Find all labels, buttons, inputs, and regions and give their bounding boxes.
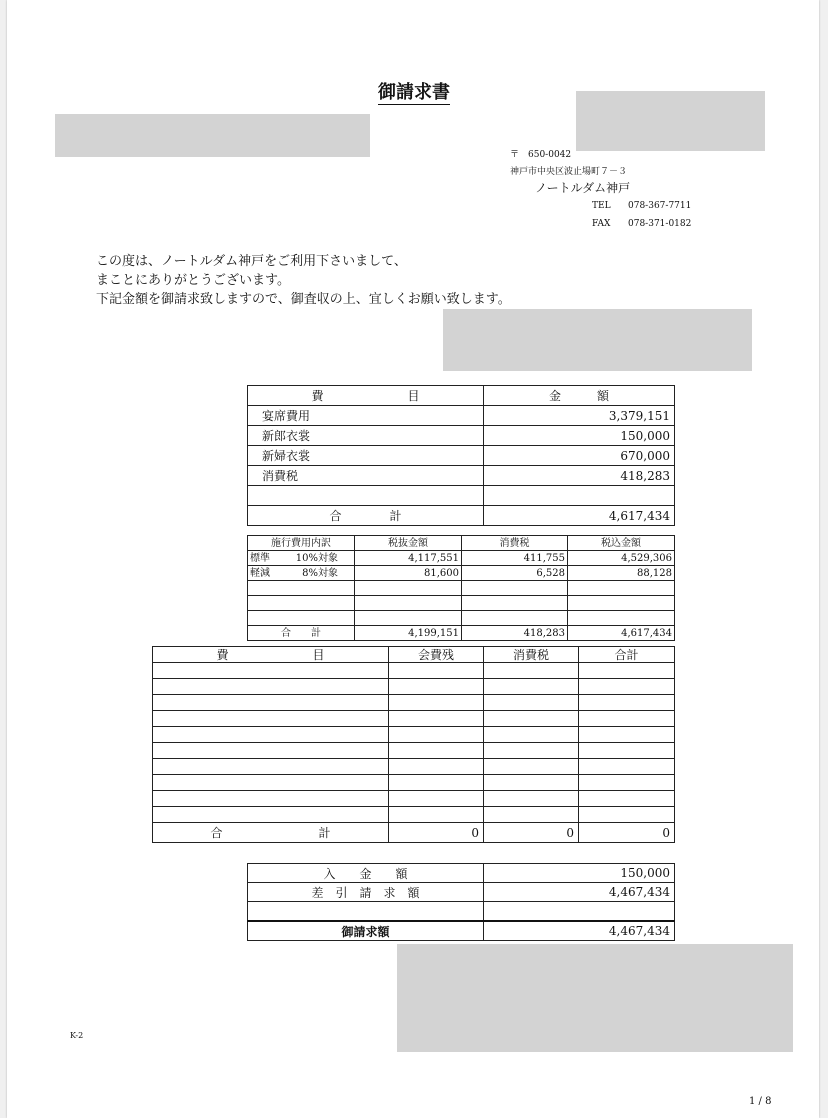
balance-amount: 4,467,434 <box>484 883 675 902</box>
table-row <box>248 551 675 566</box>
empty-cell <box>579 807 675 823</box>
table-row <box>248 406 675 426</box>
table-row <box>153 775 675 791</box>
total-label: 合 計 <box>248 626 355 641</box>
empty-cell <box>579 775 675 791</box>
empty-cell <box>389 775 484 791</box>
empty-cell <box>153 663 389 679</box>
empty-cell <box>153 775 389 791</box>
table-row <box>153 727 675 743</box>
empty-cell <box>579 663 675 679</box>
column-header: 税込金額 <box>568 536 675 551</box>
redacted-info <box>443 309 752 371</box>
table-row <box>248 466 675 486</box>
empty-cell <box>579 695 675 711</box>
tax-cell: 6,528 <box>462 566 568 581</box>
table-row <box>248 883 675 902</box>
empty-cell <box>389 663 484 679</box>
empty-cell <box>389 743 484 759</box>
empty-cell <box>484 791 579 807</box>
table-row <box>248 386 675 406</box>
blank-cell <box>484 902 675 922</box>
empty-cell <box>484 775 579 791</box>
empty-cell <box>389 791 484 807</box>
tax-cell: 411,755 <box>462 551 568 566</box>
empty-cell <box>389 759 484 775</box>
gross-cell: 88,128 <box>568 566 675 581</box>
tax-category-cell <box>248 611 355 626</box>
tel-label: TEL <box>592 201 611 211</box>
invoice-page <box>7 0 819 1118</box>
table-row <box>248 426 675 446</box>
empty-cell <box>153 791 389 807</box>
balance-label: 差 引 請 求 額 <box>248 883 484 902</box>
form-code: K-2 <box>70 1031 84 1040</box>
billed-amount: 4,467,434 <box>484 921 675 941</box>
empty-cell <box>579 759 675 775</box>
total-gross: 4,617,434 <box>568 626 675 641</box>
table-row <box>153 759 675 775</box>
empty-cell <box>389 727 484 743</box>
table-row <box>248 566 675 581</box>
net-cell: 4,117,551 <box>355 551 462 566</box>
fax-label: FAX <box>592 219 611 229</box>
amount-cell: 418,283 <box>484 466 675 486</box>
table-row <box>248 611 675 626</box>
tax-breakdown-table <box>247 535 675 641</box>
fax-number: 078-371-0182 <box>628 219 692 229</box>
empty-cell <box>153 743 389 759</box>
sender-address: 神戸市中央区波止場町７－３ <box>510 167 628 177</box>
gross-cell <box>568 611 675 626</box>
redacted-recipient <box>55 114 370 157</box>
message-line: まことにありがとうございます。 <box>96 273 290 288</box>
amount-cell <box>484 486 675 506</box>
total-tax: 418,283 <box>462 626 568 641</box>
table-row <box>248 446 675 466</box>
net-cell <box>355 611 462 626</box>
empty-cell <box>484 807 579 823</box>
empty-cell <box>153 727 389 743</box>
total-tax: 0 <box>484 823 579 843</box>
payment-table <box>247 863 675 941</box>
item-cell: 消費税 <box>248 466 484 486</box>
total-row <box>248 626 675 641</box>
empty-cell <box>389 695 484 711</box>
billed-label: 御請求額 <box>248 921 484 941</box>
column-header: 費 目 <box>153 647 389 663</box>
column-header-item: 費 目 <box>248 386 484 406</box>
empty-cell <box>389 679 484 695</box>
table-row <box>153 711 675 727</box>
empty-cell <box>153 807 389 823</box>
gross-cell <box>568 596 675 611</box>
gross-cell <box>568 581 675 596</box>
empty-cell <box>484 727 579 743</box>
redacted-footer <box>397 944 793 1052</box>
empty-cell <box>153 679 389 695</box>
empty-cell <box>153 695 389 711</box>
table-row <box>248 864 675 883</box>
empty-cell <box>484 679 579 695</box>
amount-cell: 670,000 <box>484 446 675 466</box>
tax-cell <box>462 596 568 611</box>
tax-category-cell <box>248 566 355 581</box>
item-cell <box>248 486 484 506</box>
total-label: 合 計 <box>248 506 484 526</box>
tax-rate: 8%対象 <box>302 567 338 579</box>
empty-cell <box>484 743 579 759</box>
table-row <box>248 596 675 611</box>
table-row <box>248 536 675 551</box>
tax-cell <box>462 581 568 596</box>
column-header: 消費税 <box>484 647 579 663</box>
column-header-amount: 金 額 <box>484 386 675 406</box>
summary-table <box>247 385 675 526</box>
total-label: 合 計 <box>153 823 389 843</box>
table-row <box>248 581 675 596</box>
column-header: 施行費用内訳 <box>248 536 355 551</box>
tax-type: 軽減 <box>250 567 270 579</box>
amount-cell: 3,379,151 <box>484 406 675 426</box>
column-header: 消費税 <box>462 536 568 551</box>
empty-cell <box>579 791 675 807</box>
sender-company: ノートルダム神戸 <box>535 181 631 195</box>
empty-cell <box>579 711 675 727</box>
item-cell: 新婦衣裳 <box>248 446 484 466</box>
empty-cell <box>484 711 579 727</box>
net-cell: 81,600 <box>355 566 462 581</box>
greeting-message <box>96 252 511 309</box>
total-row <box>248 506 675 526</box>
empty-cell <box>579 679 675 695</box>
empty-cell <box>484 663 579 679</box>
net-cell <box>355 596 462 611</box>
table-row <box>153 743 675 759</box>
total-fee: 0 <box>389 823 484 843</box>
table-row <box>248 486 675 506</box>
table-row <box>153 679 675 695</box>
blank-cell <box>248 902 484 922</box>
table-row <box>153 791 675 807</box>
item-cell: 宴席費用 <box>248 406 484 426</box>
message-line: この度は、ノートルダム神戸をご利用下さいまして、 <box>96 254 407 269</box>
message-line: 下記金額を御請求致しますので、御査収の上、宜しくお願い致します。 <box>96 292 511 307</box>
deposit-label: 入 金 額 <box>248 864 484 883</box>
empty-cell <box>389 807 484 823</box>
empty-cell <box>484 695 579 711</box>
tax-category-cell <box>248 551 355 566</box>
page-title <box>0 78 828 104</box>
gross-cell: 4,529,306 <box>568 551 675 566</box>
column-header: 税抜金額 <box>355 536 462 551</box>
tax-cell <box>462 611 568 626</box>
title-text: 御請求書 <box>378 82 450 103</box>
tax-type: 標準 <box>250 552 270 564</box>
total-row <box>153 823 675 843</box>
billed-row <box>248 921 675 941</box>
deposit-amount: 150,000 <box>484 864 675 883</box>
column-header: 会費残 <box>389 647 484 663</box>
postal-code: 〒 650-0042 <box>510 150 572 160</box>
empty-cell <box>579 743 675 759</box>
tax-category-cell <box>248 596 355 611</box>
table-row <box>153 647 675 663</box>
empty-cell <box>579 727 675 743</box>
fee-table <box>152 646 675 843</box>
empty-cell <box>153 759 389 775</box>
total-net: 4,199,151 <box>355 626 462 641</box>
empty-cell <box>484 759 579 775</box>
net-cell <box>355 581 462 596</box>
table-row <box>153 663 675 679</box>
item-cell: 新郎衣裳 <box>248 426 484 446</box>
tax-rate: 10%対象 <box>295 552 338 564</box>
table-row <box>248 902 675 922</box>
column-header: 合計 <box>579 647 675 663</box>
tel-number: 078-367-7711 <box>628 201 692 211</box>
page-number: 1 / 8 <box>749 1096 772 1107</box>
empty-cell <box>153 711 389 727</box>
amount-cell: 150,000 <box>484 426 675 446</box>
total-sum: 0 <box>579 823 675 843</box>
total-amount: 4,617,434 <box>484 506 675 526</box>
tax-category-cell <box>248 581 355 596</box>
table-row <box>153 807 675 823</box>
empty-cell <box>389 711 484 727</box>
table-row <box>153 695 675 711</box>
